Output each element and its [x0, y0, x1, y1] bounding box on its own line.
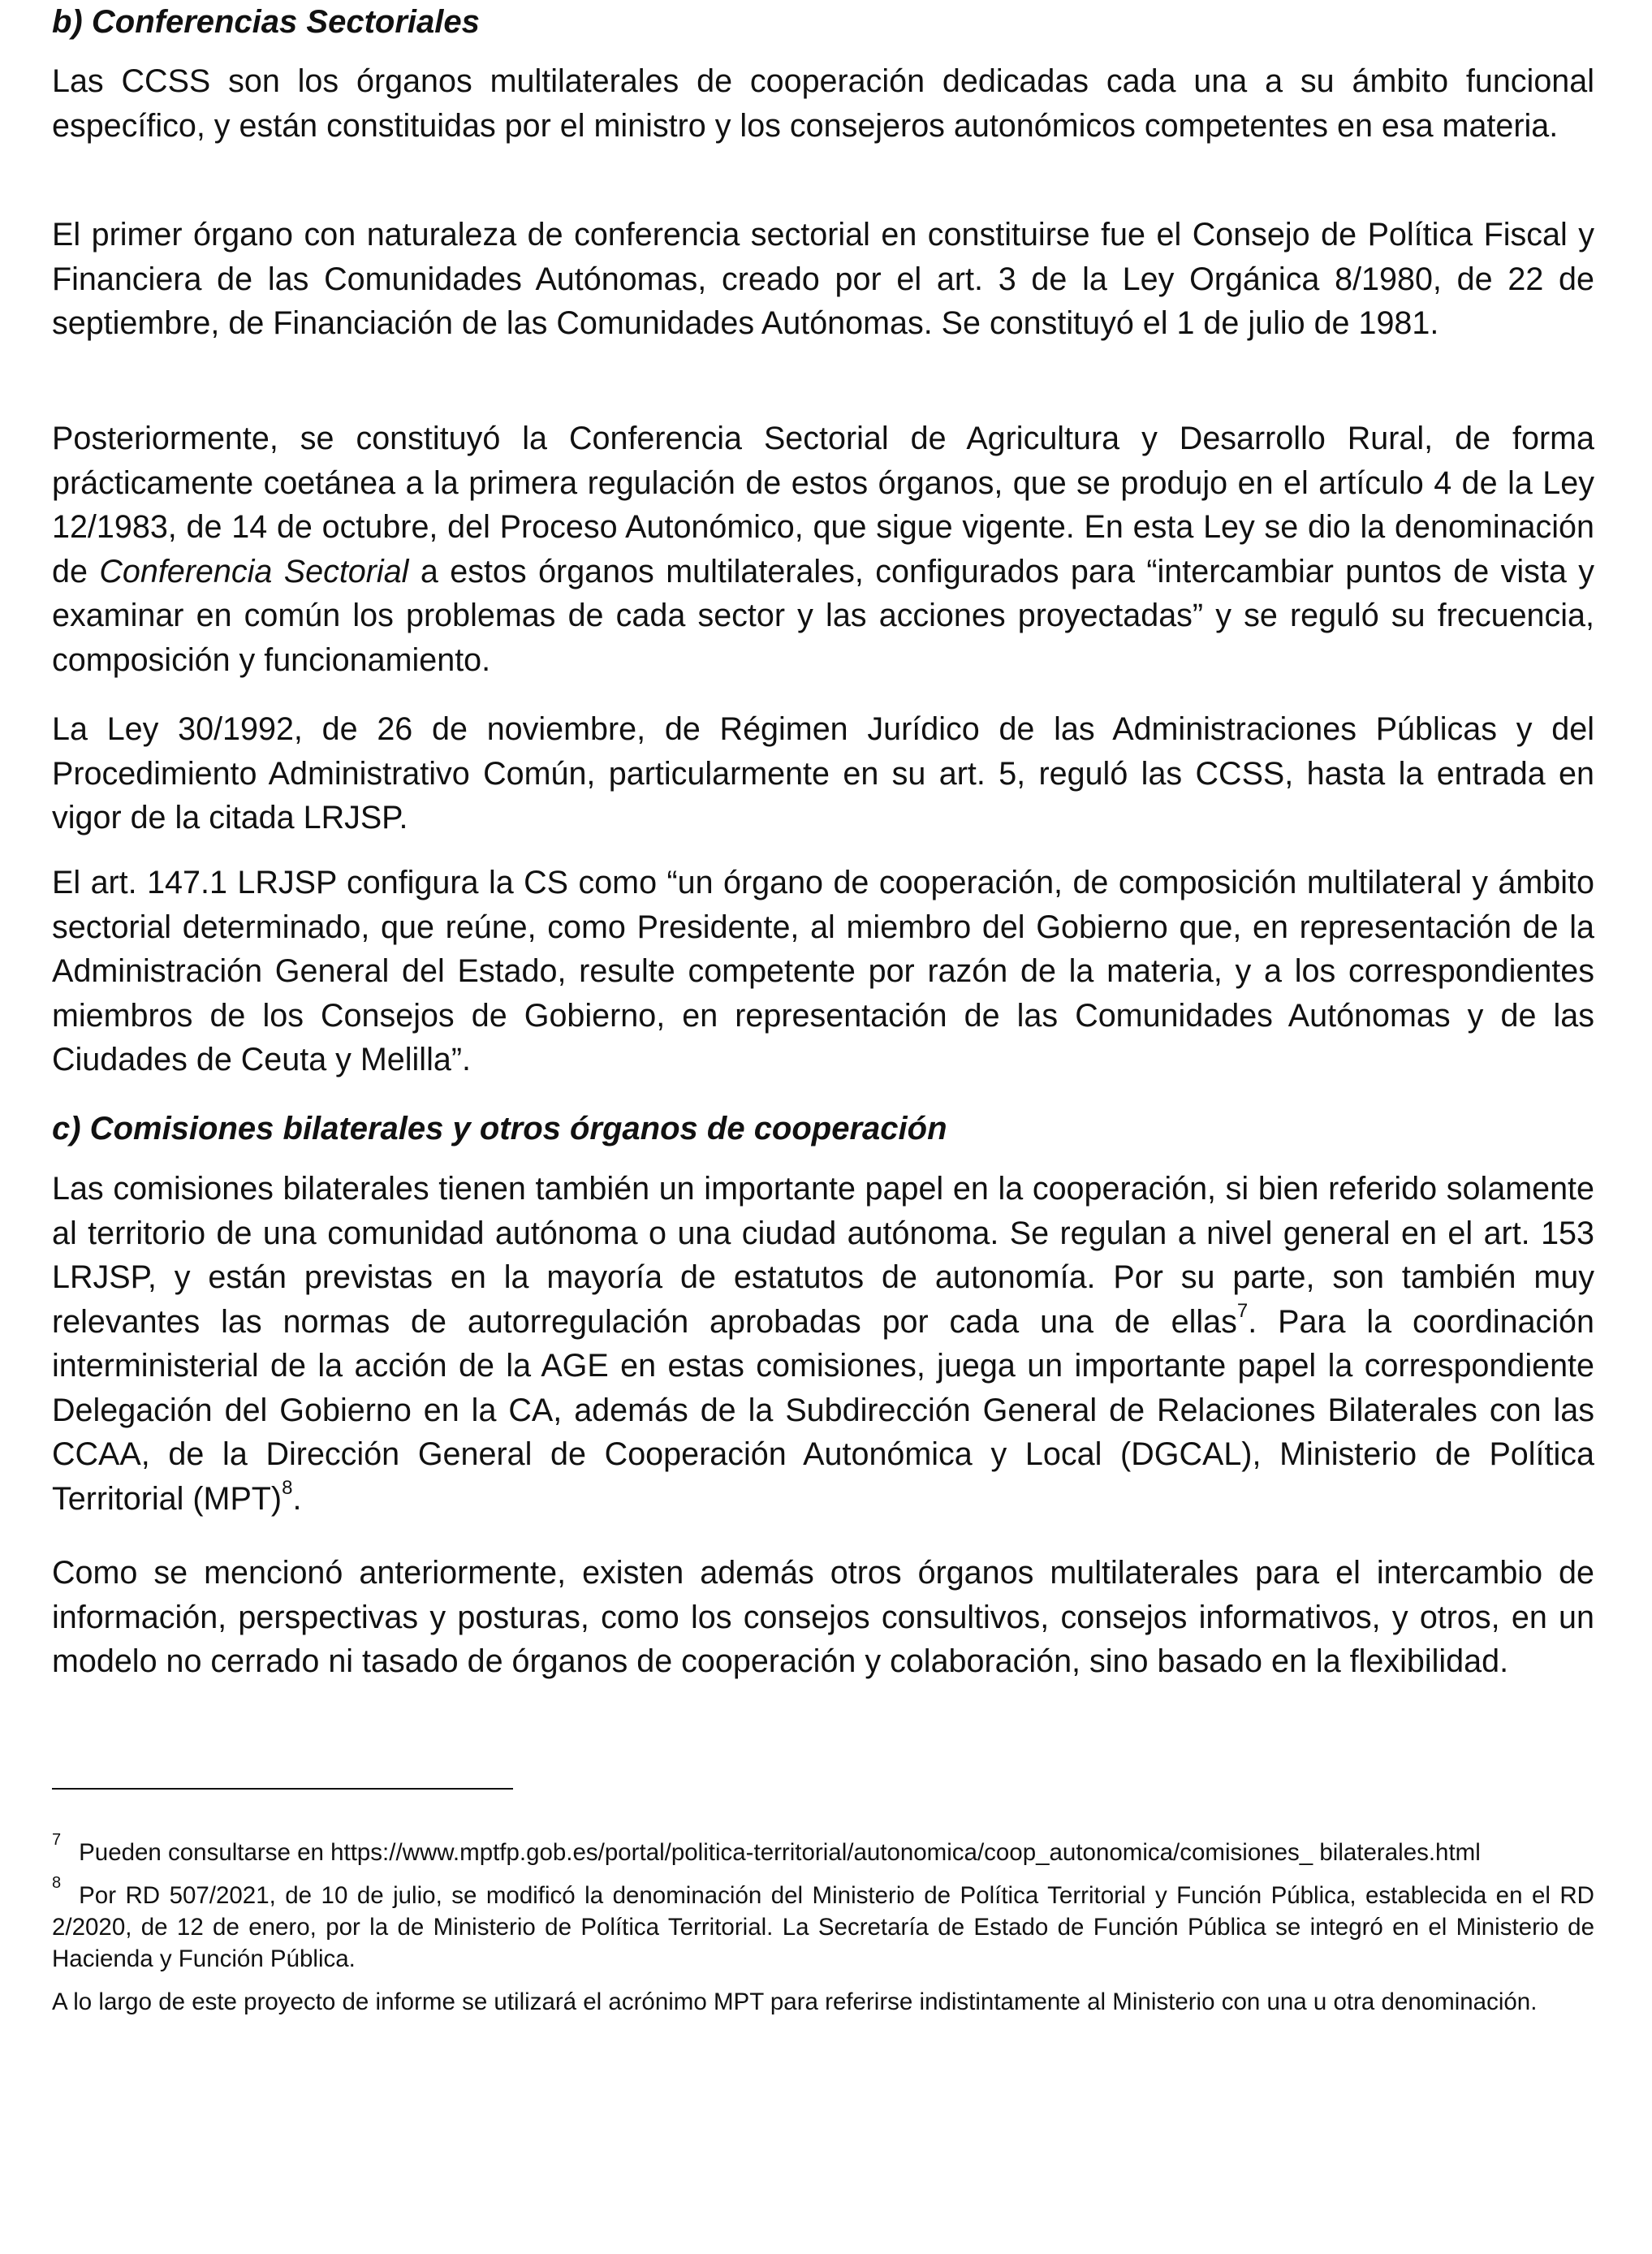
paragraph-agriculture-conference: [52, 417, 1594, 682]
section-heading-b: b) Conferencias Sectoriales: [52, 4, 480, 40]
paragraph-text: Como se mencionó anteriormente, existen además otros órganos multilaterales para el intercambio de información, perspectivas y posturas, como los consejos consultivos, consejos informativos, y otros, en un modelo no cerrado ni tasado de órganos de cooperación y colaboración, sino basado en la flexibilidad.: [52, 1555, 1594, 1679]
footnote-text: Por RD 507/2021, de 10 de julio, se modificó la denominación del Ministerio de Política Territorial y Función Pública, establecida en el RD 2/2020, de 12 de enero, por la de Ministerio de Política Territorial. La Secretaría de Estado de Función Pública se integró en el Ministerio de Hacienda y Función Pública.: [52, 1882, 1594, 1972]
paragraph-art-147: [52, 861, 1594, 1082]
paragraph-text: [52, 1167, 1594, 1521]
footnote-text: Pueden consultarse en https://www.mptfp.gob.es/portal/politica-territorial/autonomica/coop_autonomica/comisiones_ bilaterales.html: [79, 1839, 1481, 1866]
paragraph-text: [52, 417, 1594, 682]
footnote-7: [52, 1831, 1594, 1868]
paragraph-first-conference: [52, 213, 1594, 346]
paragraph-text-part: a estos órganos multilaterales, configurados para “intercambiar puntos de vista y examinar en común los problemas de cada sector y las acciones proyectadas” y se reguló su frecuencia, composición y funcionamiento.: [52, 553, 1594, 678]
footnote-8: [52, 1874, 1594, 1975]
paragraph-text: Las CCSS son los órganos multilaterales de cooperación dedicadas cada una a su ámbito funcional específico, y están constituidas por el ministro y los consejeros autonómicos competentes en esa materia.: [52, 63, 1594, 144]
paragraph-text: El primer órgano con naturaleza de conferencia sectorial en constituirse fue el Consejo de Política Fiscal y Financiera de las Comunidades Autónomas, creado por el art. 3 de la Ley Orgánica 8/1980, de 22 de septiembre, de Financiación de las Comunidades Autónomas. Se constituyó el 1 de julio de 1981.: [52, 217, 1594, 341]
section-heading-c: c) Comisiones bilaterales y otros órganos de cooperación: [52, 1111, 947, 1146]
paragraph-text-part: .: [292, 1480, 302, 1517]
footnote-number: 8: [52, 1874, 62, 1893]
paragraph-text: El art. 147.1 LRJSP configura la CS como “un órgano de cooperación, de composición multilateral y ámbito sectorial determinado, que reúne, como Presidente, al miembro del Gobierno que, en representación de la Administración General del Estado, resulte competente por razón de la materia, y a los correspondientes miembros de los Consejos de Gobierno, en representación de las Comunidades Autónomas y de las Ciudades de Ceuta y Melilla”.: [52, 865, 1594, 1077]
paragraph-text-part: Las comisiones bilaterales tienen también un importante papel en la cooperación, si bien referido solamente al territorio de una comunidad autónoma o una ciudad autónoma. Se regulan a nivel general en el art. 153 LRJSP, y están previstas en la mayoría de estatutos de autonomía. Por su parte, son también muy relevantes las normas de autorregulación aprobadas por cada una de ellas: [52, 1171, 1594, 1340]
footnote-ref-8[interactable]: 8: [282, 1477, 293, 1500]
paragraph-text: La Ley 30/1992, de 26 de noviembre, de Régimen Jurídico de las Administraciones Públicas y del Procedimiento Administrativo Común, particularmente en su art. 5, reguló las CCSS, hasta la entrada en vigor de la citada LRJSP.: [52, 711, 1594, 836]
footnote-number: 7: [52, 1831, 62, 1850]
paragraph-ley-30-1992: [52, 707, 1594, 840]
paragraph-text-part: . Para la coordinación interministerial de la acción de la AGE en estas comisiones, juega un importante papel la correspondiente Delegación del Gobierno en la CA, además de la Subdirección General de Relaciones Bilaterales con las CCAA, de la Dirección General de Cooperación Autonómica y Local (DGCAL), Ministerio de Política Territorial (MPT): [52, 1303, 1594, 1517]
paragraph-other-bodies: [52, 1551, 1594, 1684]
footnotes: [52, 1831, 1594, 2018]
paragraph-text-part: Posteriormente, se constituyó la Conferencia Sectorial de Agricultura y Desarrollo Rural, de forma prácticamente coetánea a la primera regulación de estos órganos, que se produjo en el artículo 4 de la Ley 12/1983, de 14 de octubre, del Proceso Autonómico, que sigue vigente. En esta Ley se dio la denominación de: [52, 421, 1594, 589]
paragraph-bilateral-commissions: [52, 1167, 1594, 1521]
paragraph-ccss-definition: [52, 59, 1594, 148]
footnote-ref-7[interactable]: 7: [1236, 1300, 1249, 1323]
footnote-separator: [52, 1788, 513, 1790]
footnote-8-continuation: A lo largo de este proyecto de informe se utilizará el acrónimo MPT para referirse indistintamente al Ministerio con una u otra denominación.: [52, 1988, 1538, 2015]
italic-term: Conferencia Sectorial: [99, 553, 409, 589]
